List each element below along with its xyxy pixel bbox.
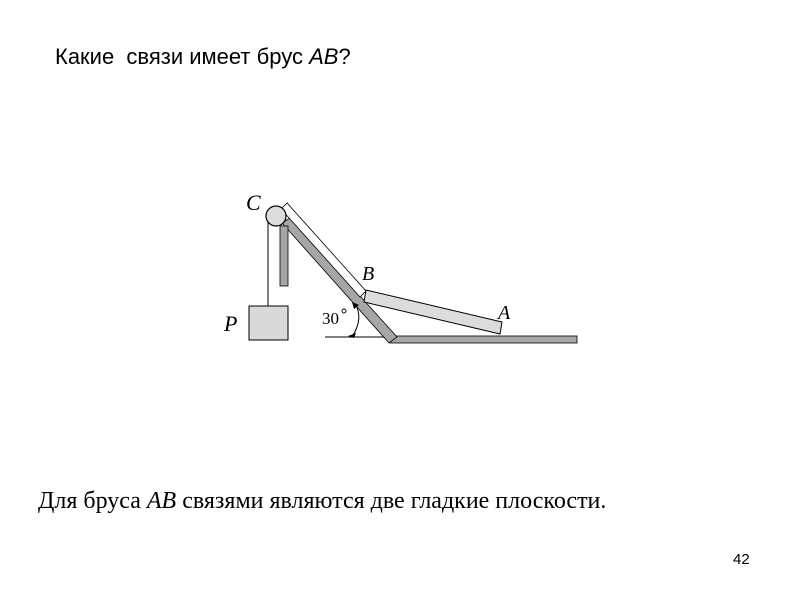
label-b: B bbox=[362, 263, 375, 285]
answer-prefix: Для бруса bbox=[38, 488, 147, 514]
weight-block bbox=[249, 306, 288, 340]
question-beam-label: AB bbox=[309, 44, 339, 69]
answer-beam-label: AB bbox=[146, 488, 177, 514]
question-prefix: Какие связи имеет брус bbox=[55, 44, 310, 69]
label-a: A bbox=[498, 302, 511, 324]
label-angle: 30 bbox=[322, 309, 339, 328]
label-c: C bbox=[246, 190, 261, 215]
vertical-support bbox=[280, 226, 288, 286]
answer-suffix: связями являются две гладкие плоскости. bbox=[176, 488, 607, 514]
angle-arc bbox=[352, 304, 359, 337]
pulley bbox=[266, 206, 286, 226]
rope bbox=[281, 203, 366, 297]
degree-mark bbox=[342, 309, 346, 313]
answer-text bbox=[38, 488, 606, 515]
page-number: 42 bbox=[733, 551, 750, 568]
inclined-plane bbox=[282, 218, 397, 343]
label-p: P bbox=[224, 311, 238, 336]
horizontal-plane bbox=[390, 336, 577, 343]
question-suffix: ? bbox=[338, 44, 351, 69]
